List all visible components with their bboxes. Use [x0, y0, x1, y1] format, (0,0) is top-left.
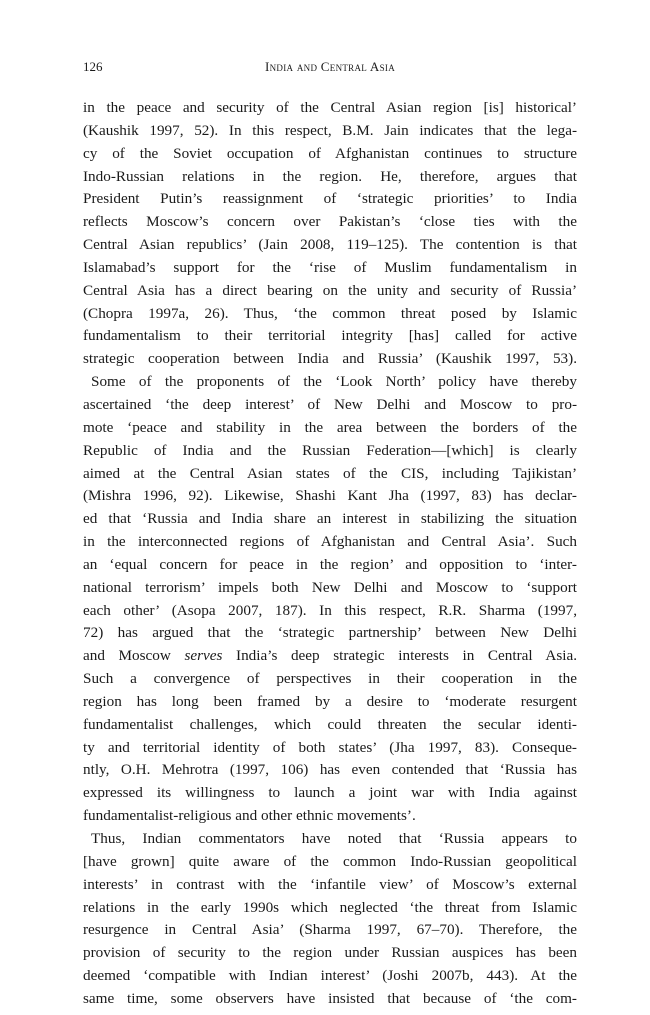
text-line: Thus, Indian commentators have noted that ‘Russia appears to — [91, 830, 577, 847]
text-line: resurgence in Central Asia’ (Sharma 1997, 67–70). Therefore, the — [83, 921, 577, 939]
text-line: Central Asian republics’ (Jain 2008, 119–125). The contention is that — [83, 236, 577, 254]
page-number: 126 — [83, 59, 103, 74]
text-line: Central Asia has a direct bearing on the unity and security of Russia’ — [83, 281, 577, 299]
text-line: same time, some observers have insisted that because of ‘the com- — [83, 989, 577, 1007]
text-line: ntly, O.H. Mehrotra (1997, 106) has even contended that ‘Russia has — [83, 761, 577, 779]
text-line: provision of security to the region under Russian auspices has been — [83, 944, 577, 962]
text-segment: India’s deep strategic interests in Central Asia. — [222, 647, 577, 665]
text-line: ty and territorial identity of both states’ (Jha 1997, 83). Conseque- — [83, 738, 577, 756]
text-line: (Mishra 1996, 92). Likewise, Shashi Kant Jha (1997, 83) has declar- — [83, 487, 577, 505]
text-line: in the interconnected regions of Afghanistan and Central Asia’. Such — [83, 533, 577, 551]
text-line: an ‘equal concern for peace in the region’ and opposition to ‘inter- — [83, 555, 577, 573]
text-line: expressed its willingness to launch a joint war with India against — [83, 784, 577, 802]
text-line: Indo-Russian relations in the region. He, therefore, argues that — [83, 167, 577, 185]
text-line: [have grown] quite aware of the common Indo-Russian geopolitical — [83, 852, 577, 870]
text-line: relations in the early 1990s which neglected ‘the threat from Islamic — [83, 898, 577, 916]
text-line: Republic of India and the Russian Federation—[which] is clearly — [83, 441, 577, 459]
running-title: India and Central Asia — [264, 59, 395, 74]
text-line: (Chopra 1997a, 26). Thus, ‘the common threat posed by Islamic — [83, 304, 577, 322]
text-line: 72) has argued that the ‘strategic partnership’ between New Delhi — [83, 624, 577, 642]
text-line: President Putin’s reassignment of ‘strategic priorities’ to India — [83, 190, 577, 208]
text-line: cy of the Soviet occupation of Afghanistan continues to structure — [83, 144, 577, 162]
text-line: fundamentalist challenges, which could threaten the secular identi- — [83, 715, 577, 733]
text-line: Some of the proponents of the ‘Look North’ policy have thereby — [91, 373, 577, 391]
text-segment: and Moscow — [83, 647, 185, 665]
text-line: region has long been framed by a desire to ‘moderate resurgent — [83, 692, 577, 710]
text-line: fundamentalism to their territorial integrity [has] called for active — [83, 327, 577, 345]
text-line: Islamabad’s support for the ‘rise of Muslim fundamentalism in — [83, 258, 577, 276]
text-line: reflects Moscow’s concern over Pakistan’s ‘close ties with the — [83, 213, 577, 231]
text-line — [83, 645, 577, 668]
running-head — [83, 57, 577, 77]
text-line: fundamentalist-religious and other ethnic movements’. — [83, 807, 416, 825]
text-line: ascertained ‘the deep interest’ of New Delhi and Moscow to pro- — [83, 395, 577, 413]
text-line: aimed at the Central Asian states of the CIS, including Tajikistan’ — [83, 464, 577, 482]
body-text — [83, 97, 577, 1011]
text-line: ed that ‘Russia and India share an interest in stabilizing the situation — [83, 510, 577, 528]
text-line: strategic cooperation between India and Russia’ (Kaushik 1997, 53). — [83, 350, 577, 368]
text-line: deemed ‘compatible with Indian interest’ (Joshi 2007b, 443). At the — [83, 967, 577, 985]
text-line: national terrorism’ impels both New Delhi and Moscow to ‘support — [83, 578, 577, 596]
text-line: each other’ (Asopa 2007, 187). In this respect, R.R. Sharma (1997, — [83, 601, 577, 619]
text-line: Such a convergence of perspectives in their cooperation in the — [83, 670, 577, 688]
text-line: (Kaushik 1997, 52). In this respect, B.M. Jain indicates that the lega- — [83, 121, 577, 139]
text-line: interests’ in contrast with the ‘infantile view’ of Moscow’s external — [83, 875, 577, 893]
italic-emphasis: serves — [184, 647, 223, 665]
text-line: in the peace and security of the Central Asian region [is] historical’ — [83, 99, 577, 116]
text-line: mote ‘peace and stability in the area between the borders of the — [83, 418, 577, 436]
